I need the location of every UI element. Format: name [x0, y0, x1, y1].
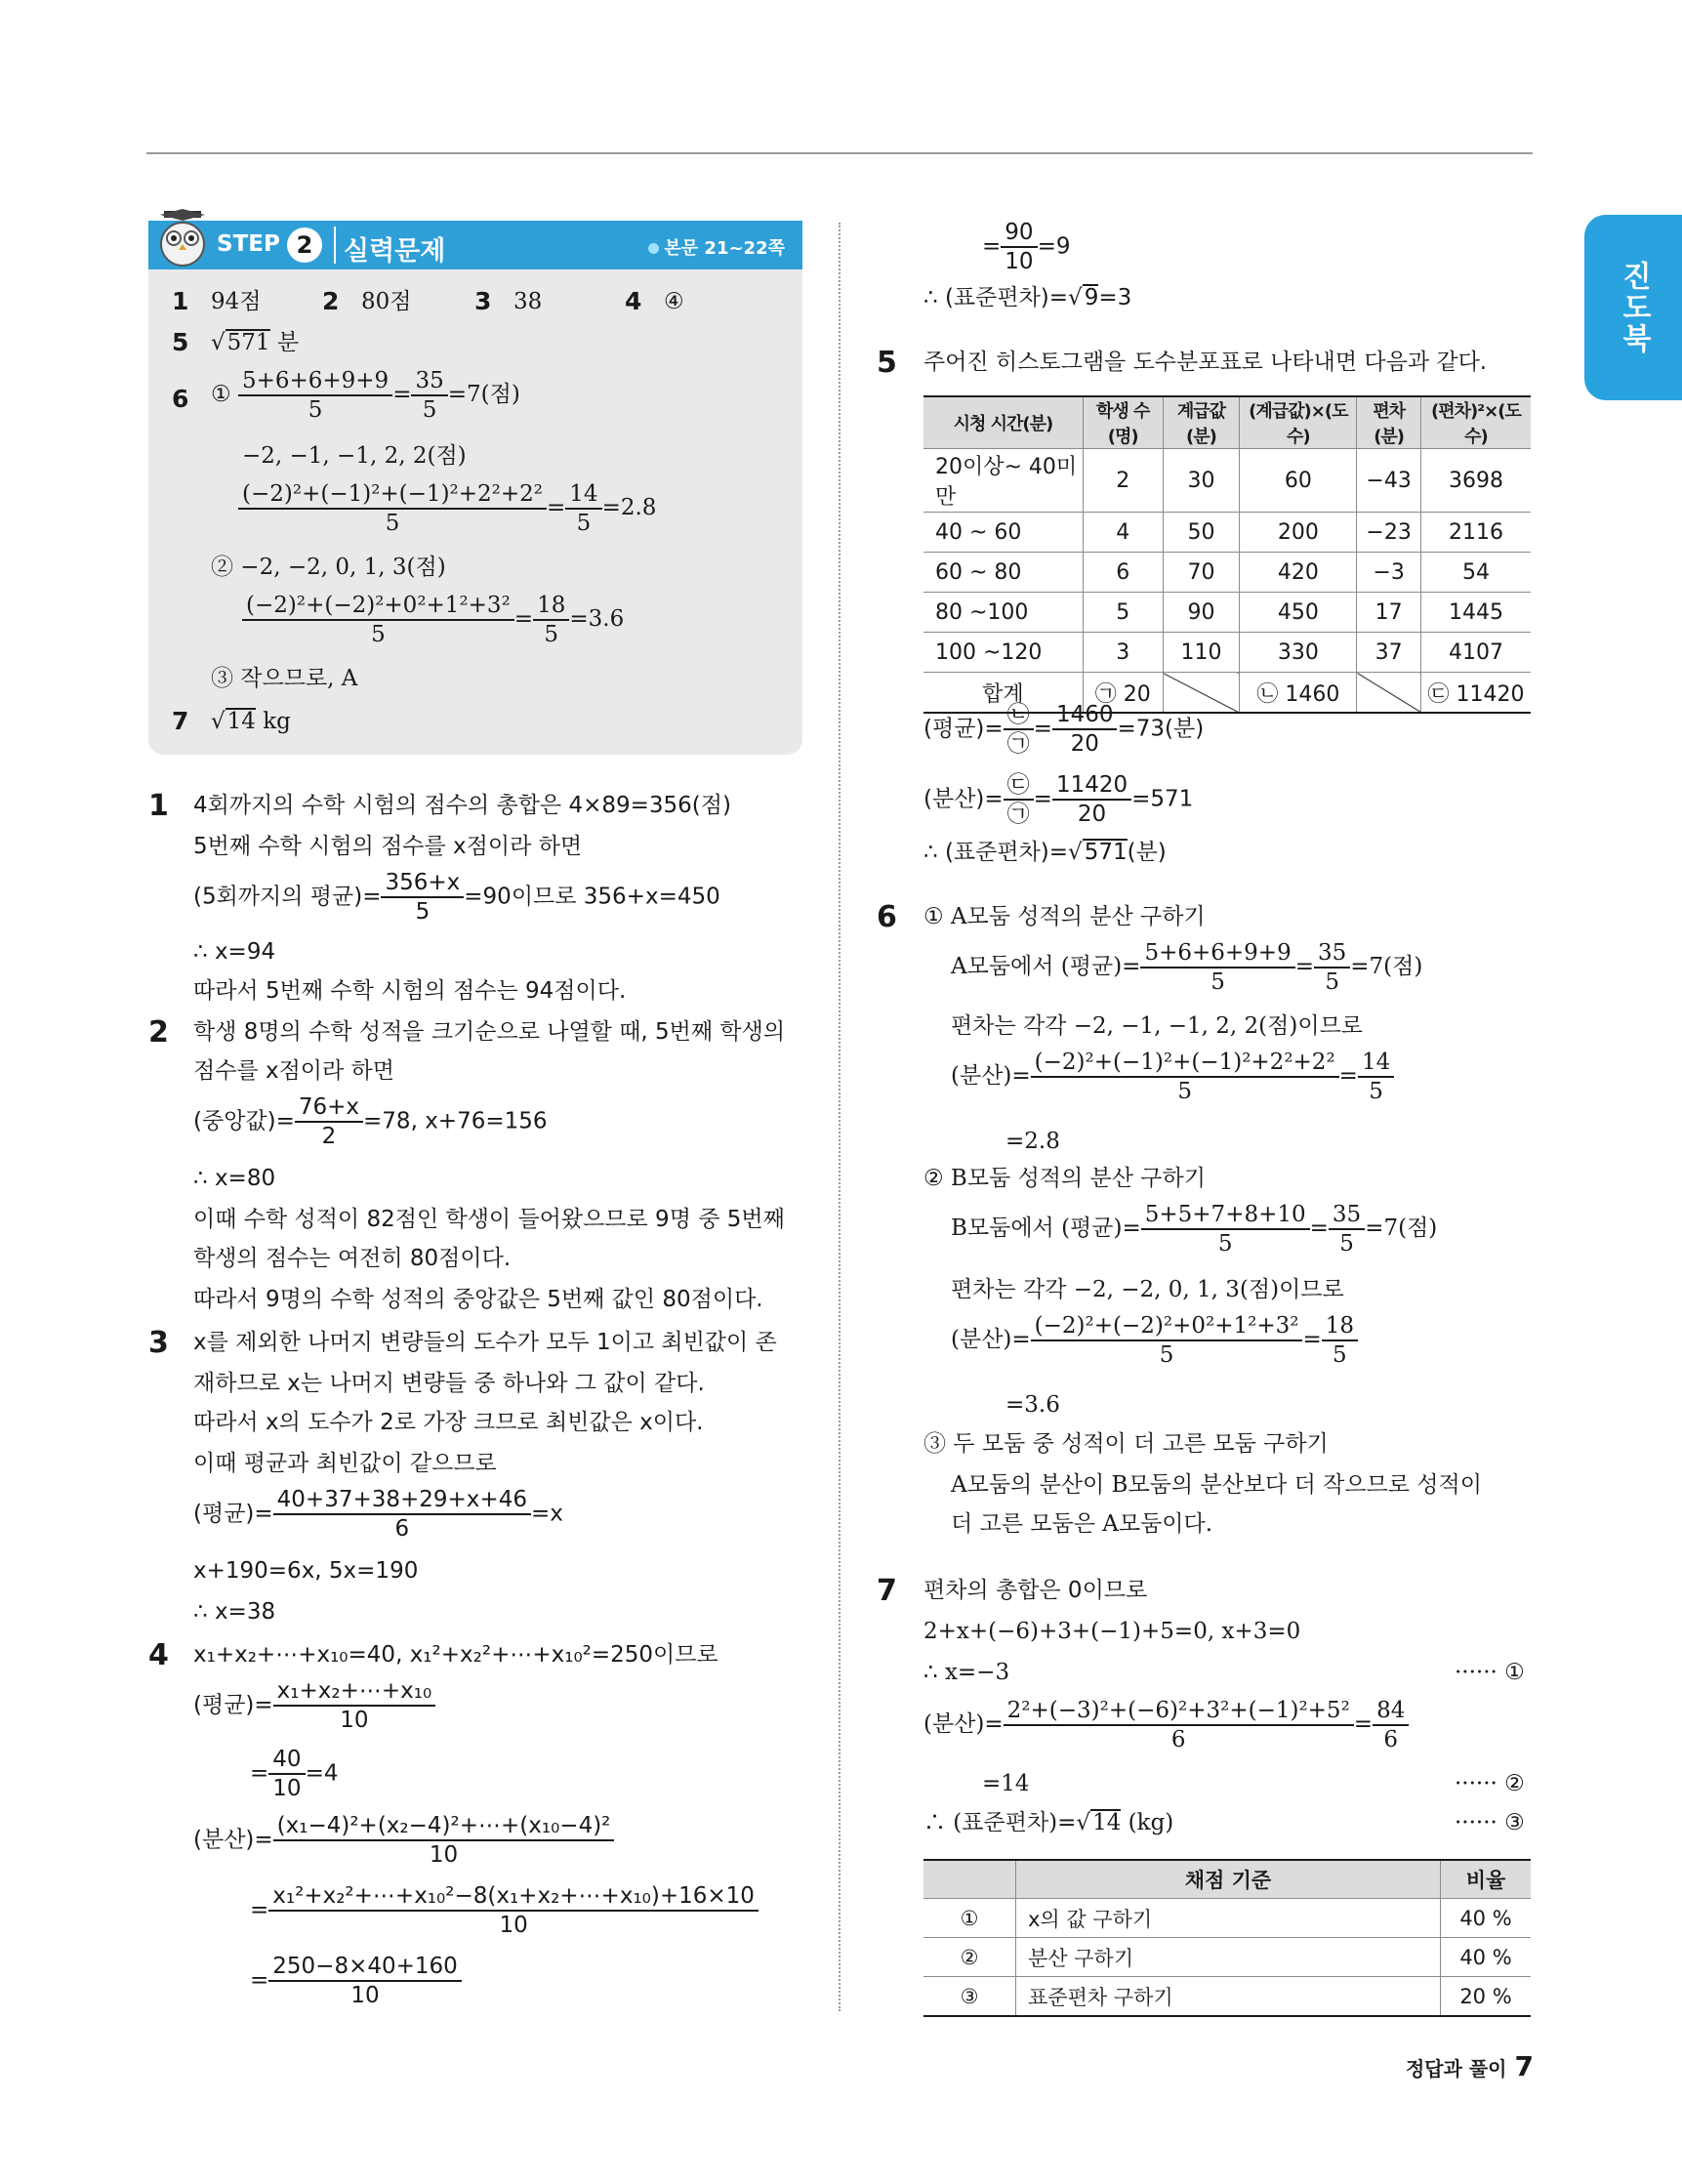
table-cell: 표준편차 구하기 — [1016, 1977, 1441, 2017]
answer-text: ④ — [664, 289, 684, 314]
sol5-mean: (평균)= $\frac{㉡}{㉠}$ = $\frac{1460}{20}$ =73(분) — [923, 702, 1205, 757]
table-cell: 20 % — [1441, 1977, 1532, 2017]
table-cell: −43 — [1357, 449, 1421, 513]
table-header — [923, 1860, 1016, 1899]
table-cell: ㉢ 11420 — [1420, 673, 1531, 714]
answer-6-variance-b: $\frac{\text{(−2)²+(−2)²+0²+1²+3²}}{5}$ = $\frac{18}{5}$ =3.6 — [242, 592, 624, 648]
step-reference: 본문 21~22쪽 — [648, 234, 785, 260]
table-cell: −3 — [1357, 553, 1421, 593]
sol3-line: 이때 평균과 최빈값이 같으므로 — [193, 1451, 497, 1476]
sol6-b-deviation: 편차는 각각 −2, −2, 0, 1, 3(점)이므로 — [951, 1277, 1344, 1302]
answer-text: 38 — [513, 289, 543, 314]
sol3-equation: (평균)= $\frac{40+37+38+29+x+46}{6}$ =x — [193, 1487, 563, 1542]
sol3-line: x를 제외한 나머지 변량들의 도수가 모두 1이고 최빈값이 존 — [193, 1330, 777, 1355]
table-cell: 4107 — [1420, 633, 1531, 673]
question-number: 1 — [148, 789, 169, 823]
table-row — [923, 1899, 1531, 1938]
table-header: 채점 기준 — [1016, 1860, 1441, 1899]
sol2-line: 따라서 9명의 수학 성적의 중앙값은 5번째 값인 80점이다. — [193, 1287, 763, 1312]
table-header: 계급값(분) — [1163, 396, 1240, 449]
step-marker: ······ ① — [1455, 1660, 1525, 1685]
table-row — [923, 513, 1531, 553]
table-row — [923, 1977, 1531, 2017]
table-cell: 5 — [1083, 593, 1163, 633]
frequency-table — [923, 395, 1531, 714]
sol5-sd: ∴ (표준편차)=√571(분) — [923, 840, 1167, 865]
table-header: 편차(분) — [1357, 396, 1421, 449]
sol4-variance: (분산)= $\frac{\text{(x₁−4)²+(x₂−4)²+⋯+(x₁₀−4)²}}{10}$ — [193, 1812, 614, 1869]
table-header: 학생 수(명) — [1083, 396, 1163, 449]
answer-6-c: ③ 작으므로, A — [211, 666, 358, 691]
sol3-line: 재하므로 x는 나머지 변량들 중 하나와 그 값이 같다. — [193, 1371, 705, 1396]
sol6-heading: ② B모둠 성적의 분산 구하기 — [923, 1166, 1206, 1191]
sol6-a-variance: (분산)= $\frac{\text{(−2)²+(−1)²+(−1)²+2²+2²}}{5}$ = $\frac{14}{5}$ — [951, 1049, 1394, 1105]
sol1-line: 4회까지의 수학 시험의 점수의 총합은 4×89=356(점) — [193, 793, 731, 818]
sol5-intro: 주어진 히스토그램을 도수분포표로 나타내면 다음과 같다. — [923, 350, 1488, 375]
sol2-equation: (중앙값)= $\frac{76+x}{2}$ =78, x+76=156 — [193, 1094, 548, 1149]
table-cell: 3 — [1083, 633, 1163, 673]
page-number: 7 — [1514, 2050, 1534, 2082]
answer-6-mean: ① $\frac{5+6+6+9+9}{5}$ = $\frac{35}{5}$ =7(점) — [211, 368, 520, 423]
sol4-variance-step: = $\frac{\text{x₁²+x₂²+⋯+x₁₀²−8(x₁+x₂+⋯+x₁₀)+16×10}}{10}$ — [250, 1882, 759, 1939]
table-header: 시청 시간(분) — [923, 396, 1083, 449]
sol4-variance-step: = $\frac{250-8\times 40+160}{10}$ — [250, 1953, 462, 2009]
answer-text: 94점 — [211, 289, 262, 314]
table-cell: 80 ~100 — [923, 593, 1083, 633]
table-header: (편차)²×(도수) — [1420, 396, 1531, 449]
table-header-row — [923, 1860, 1531, 1899]
sol1-line: 따라서 5번째 수학 시험의 점수는 94점이다. — [193, 978, 627, 1004]
sol4-mean-result: = $\frac{40}{10}$ =4 — [250, 1747, 339, 1801]
table-cell: 3698 — [1420, 449, 1531, 513]
sol6-b-variance: (분산)= $\frac{\text{(−2)²+(−2)²+0²+1²+3²}}{5}$ = $\frac{18}{5}$ — [951, 1312, 1358, 1369]
table-cell: 110 — [1163, 633, 1240, 673]
table-cell: 50 — [1163, 513, 1240, 553]
sol7-line: 2+x+(−6)+3+(−1)+5=0, x+3=0 — [923, 1619, 1301, 1644]
sol7-line: =14 — [982, 1771, 1030, 1796]
sol1-line: ∴ x=94 — [193, 939, 276, 965]
answer-text: 80점 — [361, 289, 412, 314]
table-header: 비율 — [1441, 1860, 1532, 1899]
table-cell: 2116 — [1420, 513, 1531, 553]
sol1-line: 5번째 수학 시험의 점수를 x점이라 하면 — [193, 834, 583, 859]
table-cell: ① — [923, 1899, 1016, 1938]
sol6-b-mean: B모둠에서 (평균)= $\frac{5+5+7+8+10}{5}$ = $\frac{35}{5}$ =7(점) — [951, 1202, 1438, 1257]
sol7-line: ∴ x=−3 — [923, 1660, 1010, 1685]
question-number: 4 — [148, 1638, 169, 1672]
sol4-sd: ∴ (표준편차)=√9=3 — [923, 285, 1132, 310]
sol6-conclusion: 더 고른 모둠은 A모둠이다. — [951, 1511, 1213, 1537]
answer-number: 6 — [172, 385, 189, 413]
answer-6-variance-a: $\frac{\text{(−2)²+(−1)²+(−1)²+2²+2²}}{5}$ = $\frac{14}{5}$ =2.8 — [238, 480, 656, 537]
table-cell-empty — [1357, 673, 1421, 714]
page-footer: 정답과 풀이 7 — [1405, 2050, 1534, 2082]
sol2-line: ∴ x=80 — [193, 1166, 276, 1191]
answer-number: 4 — [625, 287, 642, 315]
sol7-line: 편차의 총합은 0이므로 — [923, 1578, 1148, 1603]
sol3-line: x+190=6x, 5x=190 — [193, 1558, 419, 1584]
table-row — [923, 1938, 1531, 1977]
scoring-table — [923, 1859, 1531, 2017]
table-cell: 1445 — [1420, 593, 1531, 633]
table-cell: 330 — [1240, 633, 1357, 673]
table-cell: 40 % — [1441, 1938, 1532, 1977]
table-cell: ㉠ 20 — [1083, 673, 1163, 714]
table-cell: 54 — [1420, 553, 1531, 593]
table-cell: 6 — [1083, 553, 1163, 593]
table-cell: 450 — [1240, 593, 1357, 633]
sol2-line: 이때 수학 성적이 82점인 학생이 들어왔으므로 9명 중 5번째 — [193, 1207, 785, 1232]
sol6-conclusion: A모둠의 분산이 B모둠의 분산보다 더 작으므로 성적이 — [951, 1472, 1482, 1498]
table-cell: 70 — [1163, 553, 1240, 593]
table-cell: 20이상~ 40미만 — [923, 449, 1083, 513]
question-number: 2 — [148, 1015, 169, 1050]
table-cell: 60 ~ 80 — [923, 553, 1083, 593]
answer-6-b: ② −2, −2, 0, 1, 3(점) — [211, 555, 446, 580]
step-header — [148, 221, 802, 269]
answer-7: √14 kg — [211, 709, 291, 734]
table-header-row — [923, 396, 1531, 449]
top-rule — [146, 152, 1533, 154]
sol7-sd: ∴ (표준편차)=√14 (kg) — [923, 1810, 1174, 1835]
column-divider — [839, 223, 841, 2011]
sol2-line: 학생의 점수는 여전히 80점이다. — [193, 1246, 512, 1271]
answer-number: 7 — [172, 707, 189, 735]
sol4-mean: (평균)= $\frac{\text{x₁+x₂+⋯+x₁₀}}{10}$ — [193, 1677, 435, 1734]
sol2-line: 학생 8명의 수학 성적을 크기순으로 나열할 때, 5번째 학생의 — [193, 1019, 786, 1045]
table-cell: 40 % — [1441, 1899, 1532, 1938]
table-row — [923, 449, 1531, 513]
sol6-a-variance-result: =2.8 — [1005, 1129, 1060, 1154]
table-cell: 4 — [1083, 513, 1163, 553]
table-cell: 90 — [1163, 593, 1240, 633]
table-row — [923, 633, 1531, 673]
sol3-line: ∴ x=38 — [193, 1599, 276, 1625]
sol7-variance: (분산)= $\frac{\text{2²+(−3)²+(−6)²+3²+(−1)²+5²}}{6}$ = $\frac{84}{6}$ — [923, 1697, 1409, 1753]
step-label: STEP — [217, 231, 280, 257]
table-row — [923, 553, 1531, 593]
sol3-line: 따라서 x의 도수가 2로 가장 크므로 최빈값은 x이다. — [193, 1410, 704, 1435]
side-tab[interactable]: 진도북 — [1584, 215, 1682, 400]
table-cell: 17 — [1357, 593, 1421, 633]
step-number: 2 — [287, 227, 322, 263]
sol6-a-deviation: 편차는 각각 −2, −1, −1, 2, 2(점)이므로 — [951, 1013, 1363, 1039]
answer-number: 2 — [322, 287, 340, 315]
step-marker: ······ ③ — [1455, 1810, 1525, 1835]
step-marker: ······ ② — [1455, 1771, 1525, 1796]
table-cell: ㉡ 1460 — [1240, 673, 1357, 714]
table-cell: 200 — [1240, 513, 1357, 553]
sol6-a-mean: A모둠에서 (평균)= $\frac{5+6+6+9+9}{5}$ = $\frac{35}{5}$ =7(점) — [951, 940, 1423, 995]
table-cell: ② — [923, 1938, 1016, 1977]
answer-5: √571 분 — [211, 330, 300, 355]
sol1-equation: (5회까지의 평균)= $\frac{356+x}{5}$ =90이므로 356+x=450 — [193, 870, 720, 925]
table-header: (계급값)×(도수) — [1240, 396, 1357, 449]
table-cell: 420 — [1240, 553, 1357, 593]
answer-6-deviation: −2, −1, −1, 2, 2(점) — [242, 443, 467, 469]
question-number: 6 — [877, 900, 897, 934]
table-cell: ③ — [923, 1977, 1016, 2017]
answer-number: 3 — [474, 287, 492, 315]
answer-number: 5 — [172, 328, 189, 356]
question-number: 7 — [877, 1574, 897, 1608]
table-cell: 분산 구하기 — [1016, 1938, 1441, 1977]
step-divider — [334, 227, 336, 264]
table-cell: 100 ~120 — [923, 633, 1083, 673]
table-cell: 합계 — [923, 673, 1083, 714]
question-number: 5 — [877, 346, 897, 380]
sol5-variance: (분산)= $\frac{㉢}{㉠}$ = $\frac{11420}{20}$ =571 — [923, 772, 1194, 827]
table-cell: 60 — [1240, 449, 1357, 513]
table-cell: 2 — [1083, 449, 1163, 513]
table-cell: 40 ~ 60 — [923, 513, 1083, 553]
owl-mascot-icon — [154, 209, 211, 268]
question-number: 3 — [148, 1326, 169, 1360]
bullet-icon — [648, 243, 659, 254]
sol6-heading: ① A모둠 성적의 분산 구하기 — [923, 904, 1206, 929]
table-cell: x의 값 구하기 — [1016, 1899, 1441, 1938]
sol4-line: x₁+x₂+⋯+x₁₀=40, x₁²+x₂²+⋯+x₁₀²=250이므로 — [193, 1642, 718, 1668]
table-cell: −23 — [1357, 513, 1421, 553]
sol6-heading: ③ 두 모둠 중 성적이 더 고른 모둠 구하기 — [923, 1431, 1329, 1457]
table-cell: 30 — [1163, 449, 1240, 513]
sol2-line: 점수를 x점이라 하면 — [193, 1058, 394, 1084]
answer-number: 1 — [172, 287, 189, 315]
sol6-b-variance-result: =3.6 — [1005, 1392, 1060, 1418]
table-cell: 37 — [1357, 633, 1421, 673]
sol4-variance-result: = $\frac{90}{10}$ =9 — [982, 220, 1071, 274]
table-row — [923, 593, 1531, 633]
step-title: 실력문제 — [344, 236, 446, 267]
